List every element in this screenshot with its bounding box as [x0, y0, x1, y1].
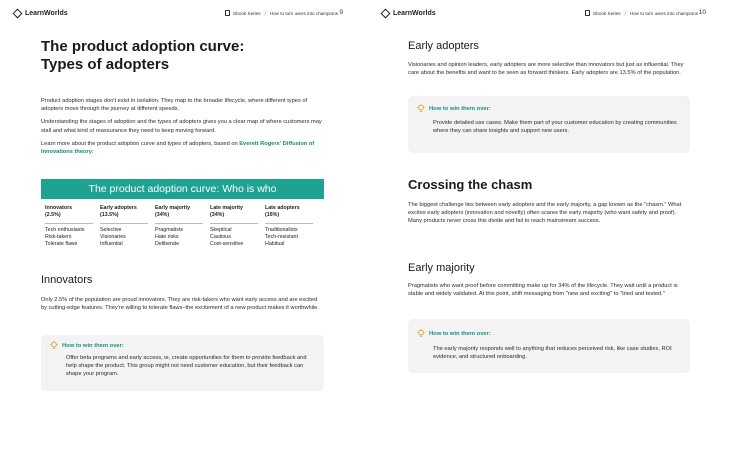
lightbulb-icon — [417, 104, 425, 113]
brand-logo: LearnWorlds — [13, 9, 68, 18]
table-column — [155, 205, 210, 249]
page-right — [366, 0, 732, 474]
table-column — [210, 205, 265, 249]
page-header — [366, 9, 732, 21]
column-title: Late majority — [210, 205, 243, 211]
breadcrumb-series[interactable]: Ebook Series — [233, 10, 261, 16]
column-title: Early adopters — [100, 205, 137, 211]
column-title: Innovators — [45, 205, 73, 211]
breadcrumb — [225, 10, 338, 16]
table-column — [265, 205, 320, 249]
trait-item: Influential — [100, 241, 123, 248]
trait-item: Hate risks — [155, 234, 179, 241]
table-columns — [41, 199, 324, 249]
innovators-tip-box — [41, 335, 324, 391]
tip-body: Offer beta programs and early access, ie, create opportunities for them to provide feedback and help shape the product. This group might not need customer education, but their feedback can shape your program. — [66, 355, 307, 378]
column-title: Late adopters — [265, 205, 300, 211]
early-majority-tip-box — [408, 319, 690, 373]
trait-item: Cautious — [210, 234, 231, 241]
page-title-line-2: Types of adopters — [41, 56, 170, 73]
column-divider — [45, 223, 93, 224]
early-adopters-tip-box — [408, 96, 690, 153]
intro-text — [41, 97, 324, 156]
column-percentage: (16%) — [265, 212, 280, 219]
intro-paragraph-1: Product adoption stages don't exist in isolation. They map to the broader lifecycle, where different types of adopters move through the journey at different speeds. — [41, 98, 308, 113]
innovators-body: Only 2.5% of the population are proud innovators. They are risk-takers who want early access and are excited by cutting-edge features. They're willing to tolerate flaws–the excitement of a new product makes it worthwhile. — [41, 297, 319, 312]
lightbulb-icon — [417, 329, 425, 338]
table-heading: The product adoption curve: Who is who — [41, 179, 324, 199]
column-percentage: (34%) — [210, 212, 225, 219]
tip-label: How to win them over: — [50, 341, 124, 350]
page-header — [0, 9, 366, 21]
early-adopters-body: Visionaries and opinion leaders, early adopters are more selective than innovators but just as influential. They care about the benefits and want to be seen as forward thinkers. Early adopters are 13.5% of the population. — [408, 62, 684, 77]
trait-item: Visionaries — [100, 234, 126, 241]
innovators-heading: Innovators — [41, 274, 93, 286]
column-percentage: (13.5%) — [100, 212, 119, 219]
chasm-body: The biggest challenge lies between early adopters and the early majority, a gap known as the "chasm." What excites early adopters (innovation and novelty) often scares the early majority (who want safety and proof). Many products never cross this divide and fail to reach mainstream success. — [408, 202, 682, 225]
trait-item: Risk-takers — [45, 234, 72, 241]
tip-label: How to win them over: — [417, 329, 491, 338]
brand-logo: LearnWorlds — [381, 9, 436, 18]
page-number: 9 — [339, 9, 343, 16]
breadcrumb-series[interactable]: Ebook Series — [593, 10, 621, 16]
column-header — [210, 205, 265, 220]
column-header — [155, 205, 210, 220]
logo-mark-icon — [13, 9, 22, 18]
trait-item: Pragmatists — [155, 227, 183, 233]
table-column — [45, 205, 100, 249]
column-divider — [155, 223, 203, 224]
intro-paragraph-2: Understanding the stages of adoption and the types of adopters gives you a clear map of where customers may stall and what kind of reassurance they need to keep moving forward. — [41, 119, 322, 134]
trait-item: Deliberate — [155, 241, 180, 248]
trait-item: Tech enthusiasts — [45, 227, 85, 233]
page-title — [41, 38, 324, 74]
diffusion-theory-link[interactable]: Everett Rogers' Diffusion of Innovations theory: — [41, 140, 315, 156]
innovators-section — [41, 273, 324, 312]
trait-item: Tech-resistant — [265, 234, 298, 241]
column-header — [265, 205, 320, 220]
book-icon — [585, 10, 590, 16]
breadcrumb — [585, 10, 698, 16]
page-number: 10 — [698, 9, 706, 16]
intro-paragraph-3: Learn more about the product adoption curve and types of adopters, based on Everett Rogers' Diffusion of Innovations theory: — [41, 140, 315, 156]
trait-item: Tolerate flaws — [45, 241, 78, 248]
early-majority-heading: Early majority — [408, 262, 475, 274]
column-divider — [265, 223, 313, 224]
table-column — [100, 205, 155, 249]
breadcrumb-chapter[interactable]: How to turn users into champions — [629, 10, 698, 16]
tip-label: How to win them over: — [417, 104, 491, 113]
breadcrumb-chapter[interactable]: How to turn users into champions — [269, 10, 338, 16]
breadcrumb-separator: / — [264, 10, 266, 16]
page-title-line-1: The product adoption curve: — [41, 38, 245, 55]
tip-body: Provide detailed use cases. Make them part of your customer education by creating communities where they can share insights and support new users. — [433, 120, 677, 135]
book-icon — [225, 10, 230, 16]
column-title: Early majority — [155, 205, 191, 211]
column-divider — [100, 223, 148, 224]
breadcrumb-separator: / — [624, 10, 626, 16]
column-header — [100, 205, 155, 220]
logo-mark-icon — [381, 9, 390, 18]
early-adopters-section — [408, 39, 689, 77]
early-majority-body: Pragmatists who want proof before committing make up for 34% of the lifecycle. They wait until a product is stable and widely validated. At this point, shift messaging from "new and exciting" to "tried and tested." — [408, 283, 678, 298]
trait-item: Habitual — [265, 241, 285, 248]
column-divider — [210, 223, 258, 224]
early-majority-section — [408, 261, 689, 298]
adopter-types-table — [41, 179, 324, 259]
column-header — [45, 205, 100, 220]
tip-body: The early majority responds well to anything that reduces perceived risk, like case studies, ROI evidence, and structured onboarding. — [433, 346, 672, 361]
column-percentage: (2.5%) — [45, 212, 61, 219]
chasm-section — [408, 177, 689, 226]
early-adopters-heading: Early adopters — [408, 40, 479, 52]
trait-item: Skeptical — [210, 227, 232, 233]
trait-item: Selective — [100, 227, 122, 233]
trait-item: Traditionalists — [265, 227, 298, 233]
chasm-heading: Crossing the chasm — [408, 177, 533, 192]
column-percentage: (34%) — [155, 212, 170, 219]
trait-item: Cost-sensitive — [210, 241, 244, 248]
lightbulb-icon — [50, 341, 58, 350]
